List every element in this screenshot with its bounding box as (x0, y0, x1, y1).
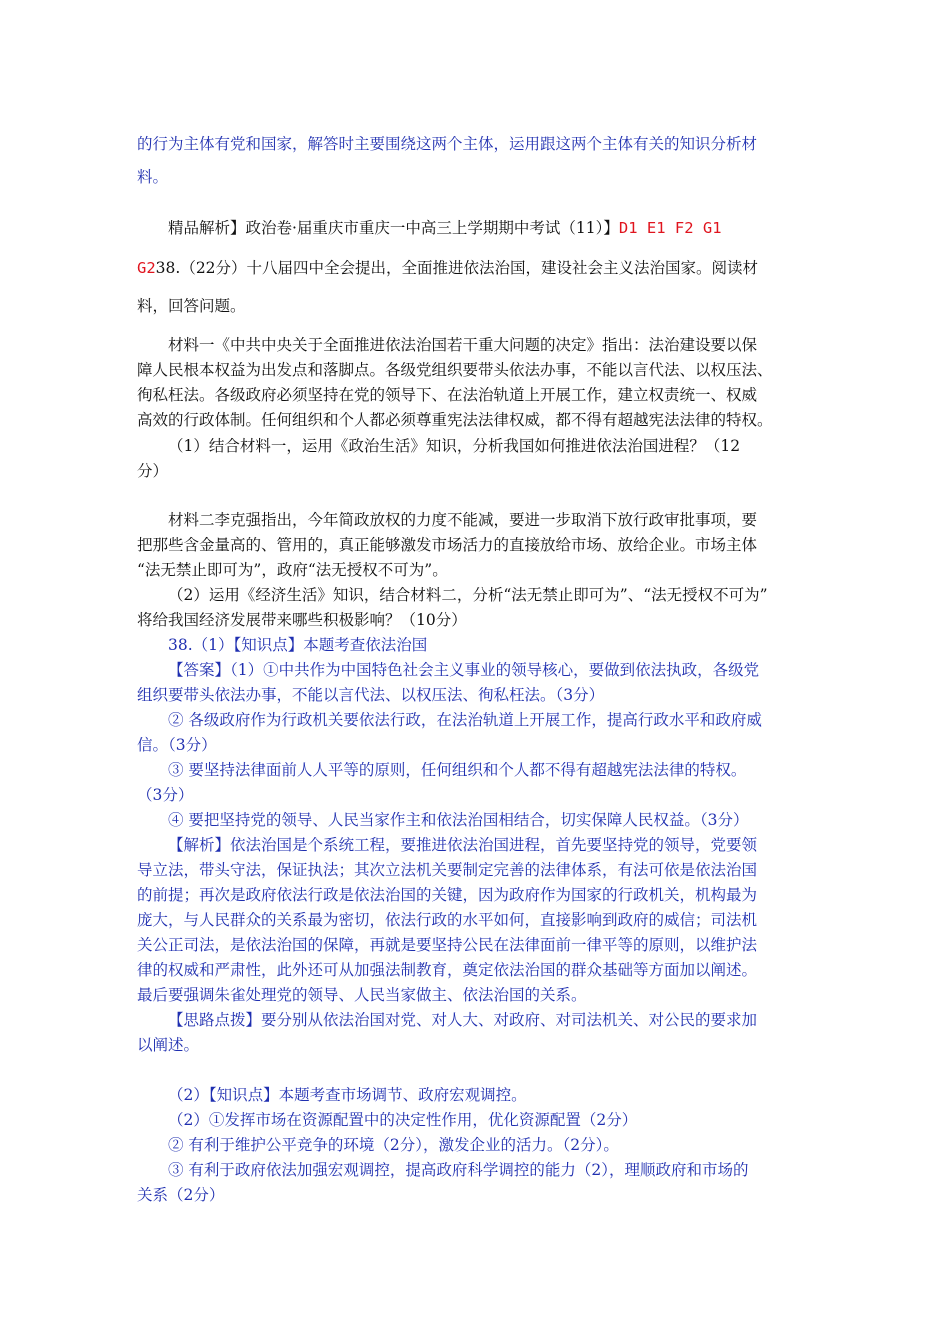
answer-1-line: ② 各级政府作为行政机关要依法行政，在法治轨道上开展工作，提高行政水平和政府威 (168, 711, 762, 729)
answer-2-line: 关系（2分） (137, 1186, 225, 1204)
analysis-line: 最后要强调朱雀处理党的领导、人民当家做主、依法治国的关系。 (137, 986, 587, 1004)
answer-1-line: ③ 要坚持法律面前人人平等的原则，任何组织和个人都不得有超越宪法法律的特权。 (168, 761, 747, 779)
question-2-line: 将给我国经济发展带来哪些积极影响？（10分） (137, 611, 467, 629)
analysis-line: 庞大，与人民群众的关系最为密切，依法行政的水平如何，直接影响到政府的威信；司法机 (137, 911, 758, 929)
material-2-line: “法无禁止即可为”，政府“法无授权不可为”。 (137, 561, 448, 579)
answer-2-line: ③ 有利于政府依法加强宏观调控，提高政府科学调控的能力（2），理顺政府和市场的 (168, 1161, 749, 1179)
tips-line: 以阐述。 (137, 1036, 200, 1054)
analysis-line: 的前提；再次是政府依法行政是依法治国的关键，因为政府作为国家的行政机关，机构最为 (137, 886, 758, 904)
material-1-line: 徇私枉法。各级政府必须坚持在党的领导下、在法治轨道上开展工作，建立权责统一、权威 (137, 386, 758, 404)
answer-1-line: 信。（3分） (137, 736, 217, 754)
answer-2-line: （2）【知识点】本题考查市场调节、政府宏观调控。 (168, 1086, 527, 1104)
answer-1-line: 【答案】（1）①中共作为中国特色社会主义事业的领导核心，要做到依法执政，各级党 (168, 661, 760, 679)
material-2-line: 把那些含金量高的、管用的，真正能够激发市场活力的直接放给市场、放给企业。市场主体 (137, 536, 758, 554)
question-header (137, 258, 758, 278)
answer-2-line: （2）①发挥市场在资源配置中的决定性作用，优化资源配置（2分） (168, 1111, 638, 1129)
analysis-line: 关公正司法，是依法治国的保障，再就是要坚持公民在法律面前一律平等的原则，以维护法 (137, 936, 758, 954)
knowledge-codes: D1 E1 F2 G1 (618, 219, 722, 237)
intro-line-2: 料。 (137, 168, 169, 186)
analysis-line: 导立法，带头守法，保证执法；其次立法机关要制定完善的法律体系，有法可依是依法治国 (137, 861, 758, 879)
material-2-line: 材料二李克强指出，今年简政放权的力度不能减，要进一步取消下放行政审批事项，要 (168, 511, 758, 529)
analysis-line: 律的权威和严肃性，此外还可从加强法制教育，奠定依法治国的群众基础等方面加以阐述。 (137, 961, 758, 979)
question-intro: 38.（22分）十八届四中全会提出，全面推进依法治国，建设社会主义法治国家。阅读材 (155, 259, 759, 277)
material-1-line: 材料一《中共中央关于全面推进依法治国若干重大问题的决定》指出：法治建设要以保 (168, 336, 758, 354)
analysis-line: 【解析】依法治国是个系统工程，要推进依法治国进程，首先要坚持党的领导，党要领 (168, 836, 758, 854)
answer-1-line: 组织要带头依法办事，不能以言代法、以权压法、徇私枉法。（3分） (137, 686, 605, 704)
question-1-line: 分） (137, 462, 169, 480)
intro-line-1: 的行为主体有党和国家，解答时主要围绕这两个主体，运用跟这两个主体有关的知识分析材 (137, 135, 758, 153)
answer-2-line: ② 有利于维护公平竞争的环境（2分），激发企业的活力。（2分）。 (168, 1136, 619, 1154)
answer-1-title: 38.（1）【知识点】本题考查依法治国 (168, 636, 428, 654)
question-intro-line-2: 料，回答问题。 (137, 297, 246, 315)
question-2-line: （2）运用《经济生活》知识，结合材料二，分析“法无禁止即可为”、“法无授权不可为” (168, 586, 768, 604)
material-1-line: 障人民根本权益为出发点和落脚点。各级党组织要带头依法办事，不能以言代法、以权压法、 (137, 361, 773, 379)
source-title: 精品解析】政治卷·届重庆市重庆一中高三上学期期中考试（11）】 (168, 219, 619, 237)
tips-line: 【思路点拨】要分别从依法治国对党、对人大、对政府、对司法机关、对公民的要求加 (168, 1011, 758, 1029)
material-1-line: 高效的行政体制。任何组织和个人都必须尊重宪法法律权威，都不得有超越宪法法律的特权。 (137, 411, 773, 429)
answer-1-line: ④ 要把坚持党的领导、人民当家作主和依法治国相结合，切实保障人民权益。（3分） (168, 811, 749, 829)
source-header (168, 218, 722, 238)
answer-1-line: （3分） (137, 786, 194, 804)
question-1-line: （1）结合材料一，运用《政治生活》知识，分析我国如何推进依法治国进程？（12 (168, 437, 741, 455)
knowledge-code-g2: G2 (137, 259, 156, 277)
